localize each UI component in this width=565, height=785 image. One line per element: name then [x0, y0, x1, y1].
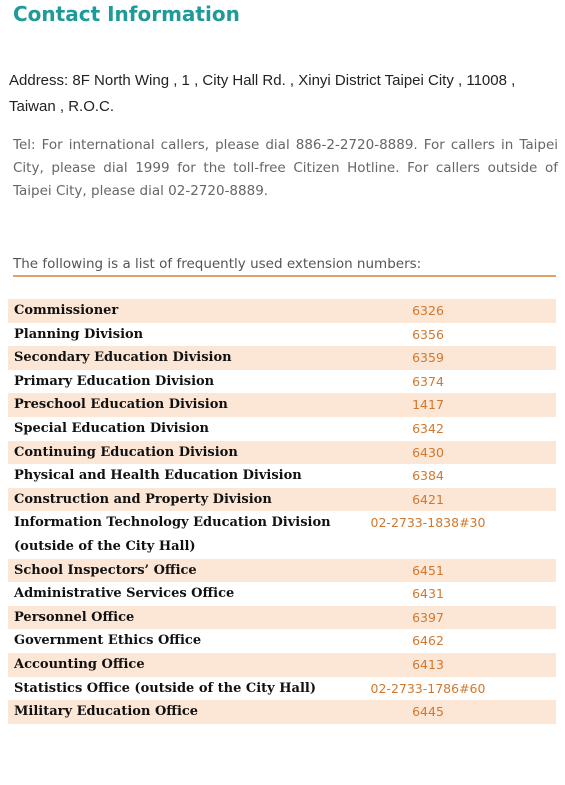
office-name: Primary Education Division — [14, 373, 215, 389]
extension-number: 6462 — [412, 633, 444, 649]
extension-number: 6413 — [354, 653, 556, 677]
table-row — [8, 559, 556, 583]
table-row — [8, 511, 556, 558]
table-row — [8, 441, 556, 465]
table-row — [8, 417, 556, 441]
table-row — [8, 346, 556, 370]
office-name: School Inspectors’ Office — [8, 559, 354, 583]
table-row — [8, 606, 556, 630]
office-name: Special Education Division — [14, 420, 209, 436]
extension-number: 02-2733-1786#60 — [370, 680, 486, 696]
office-name: Administrative Services Office — [14, 586, 235, 602]
office-name: Physical and Health Education Division — [14, 468, 302, 484]
extension-number: 6451 — [354, 559, 556, 583]
table-row — [8, 370, 556, 394]
office-name: Military Education Office — [8, 700, 354, 724]
office-name: Construction and Property Division — [8, 488, 354, 512]
table-row — [8, 323, 556, 347]
office-name: Secondary Education Division — [8, 346, 354, 370]
extension-number: 6326 — [354, 299, 556, 323]
office-name: Continuing Education Division — [8, 441, 354, 465]
extension-number: 6374 — [412, 373, 444, 389]
office-name: Personnel Office — [8, 606, 354, 630]
office-name: Planning Division — [14, 326, 144, 342]
table-row — [8, 677, 556, 701]
extension-number: 1417 — [354, 393, 556, 417]
office-name: Government Ethics Office — [14, 633, 202, 649]
extension-number: 6430 — [354, 441, 556, 465]
extension-number: 6384 — [412, 468, 444, 484]
telephone-info: Tel: For international callers, please dial 886-2-2720-8889. For callers in Taipei City, please dial 1999 for the toll-free Citizen Hotline. For callers outside of Taipei City, please dial 02-2720-8889. — [13, 137, 558, 199]
table-row — [8, 488, 556, 512]
address-text: Address: 8F North Wing , 1 , City Hall Rd. , Xinyi District Taipei City , 11008 , Taiwan , R.O.C. — [9, 72, 516, 115]
extension-number: 6431 — [412, 586, 444, 602]
office-name: Information Technology Education Division (outside of the City Hall) — [14, 515, 331, 554]
table-row — [8, 629, 556, 653]
extension-number: 6397 — [354, 606, 556, 630]
office-name: Statistics Office (outside of the City Hall) — [14, 680, 316, 696]
office-name: Commissioner — [8, 299, 354, 323]
table-row — [8, 464, 556, 488]
extensions-intro: The following is a list of frequently used extension numbers: — [13, 254, 556, 277]
office-name: Accounting Office — [8, 653, 354, 677]
table-row — [8, 582, 556, 606]
page-title: Contact Information — [13, 2, 240, 26]
extension-number: 6342 — [412, 420, 444, 436]
extension-number: 6356 — [412, 326, 444, 342]
extension-number: 6421 — [354, 488, 556, 512]
table-row — [8, 299, 556, 323]
extension-number: 02-2733-1838#30 — [370, 515, 486, 531]
extension-number: 6359 — [354, 346, 556, 370]
table-row — [8, 653, 556, 677]
extension-number: 6445 — [354, 700, 556, 724]
table-row — [8, 700, 556, 724]
table-row — [8, 393, 556, 417]
extension-table — [8, 299, 556, 724]
office-name: Preschool Education Division — [8, 393, 354, 417]
